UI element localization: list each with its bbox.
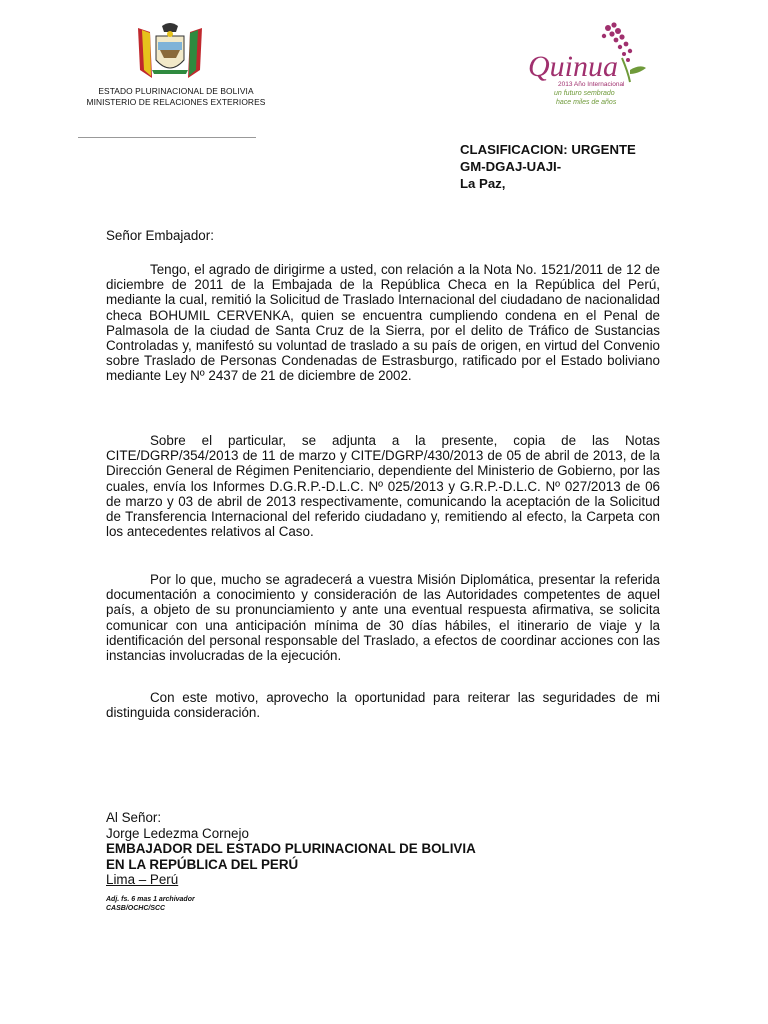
svg-text:2013 Año Internacional: 2013 Año Internacional — [558, 81, 625, 88]
paragraph-2-text: Sobre el particular, se adjunta a la presente, copia de las Notas CITE/DGRP/354/2013 de 11 de marzo y CITE/DGRP/430/2013 de 05 de abril de 2013, de la Dirección General de Régimen Penitenciario, dependiente del Ministerio de Gobierno, por las cuales, envía los Informes D.G.R.P.-D.L.C. Nº 025/2013 y G.R.P.-D.L.C. Nº 027/2013 de 06 de marzo y 03 de abril de 2013 respectivamente, comunicando la aceptación de la Solicitud de Transferencia Internacional del referido ciudadano y, remitiendo al efecto, la Carpeta con los antecedentes relativos al Caso. — [106, 433, 660, 540]
paragraph-3 — [106, 572, 660, 663]
addressee-name: Jorge Ledezma Cornejo — [106, 825, 249, 841]
ministry-line-1: ESTADO PLURINACIONAL DE BOLIVIA — [98, 86, 254, 96]
classification-label: CLASIFICACION: URGENTE — [460, 142, 636, 157]
attachments-note — [106, 895, 195, 913]
addressee-location: Lima – Perú — [106, 872, 179, 888]
place-date: La Paz, — [460, 176, 506, 191]
coat-of-arms-icon — [132, 20, 208, 84]
addressee-title-1: EMBAJADOR DEL ESTADO PLURINACIONAL DE BOLIVIA — [106, 841, 476, 857]
paragraph-4 — [106, 690, 660, 720]
ministry-header — [66, 86, 286, 108]
addressee-greeting: Al Señor: — [106, 810, 162, 825]
svg-text:Quinua: Quinua — [528, 50, 618, 83]
addressee-title-2: EN LA REPÚBLICA DEL PERÚ — [106, 856, 299, 872]
header-divider — [78, 137, 256, 138]
initials-line: CASB/OCHC/SCC — [106, 905, 166, 912]
svg-text:un futuro sembrado: un futuro sembrado — [554, 90, 615, 97]
paragraph-4-text: Con este motivo, aprovecho la oportunidad para reiterar las seguridades de mi distinguida consideración. — [106, 690, 660, 721]
paragraph-1-text: Tengo, el agrado de dirigirme a usted, con relación a la Nota No. 1521/2011 de 12 de diciembre de 2011 de la Embajada de la República Checa en la República del Perú, mediante la cual, remitió la Solicitud de Traslado Internacional del ciudadano de nacionalidad checa BOHUMIL CERVENKA, quien se encuentra cumpliendo condena en el Penal de Palmasola de la ciudad de Santa Cruz de la Sierra, por el delito de Tráfico de Sustancias Controladas y, manifestó su voluntad de traslado a su país de origen, en virtud del Convenio sobre Traslado de Personas Condenadas de Estrasburgo, ratificado por el Estado boliviano mediante Ley Nº 2437 de 21 de diciembre de 2002. — [106, 262, 660, 384]
classification-block — [460, 141, 636, 192]
paragraph-3-text: Por lo que, mucho se agradecerá a vuestra Misión Diplomática, presentar la referida documentación a conocimiento y consideración de las Autoridades competentes de aquel país, a objeto de su pronunciamiento y ante una eventual respuesta afirmativa, se solicita comunicar con una anticipación mínima de 30 días hábiles, el itinerario de viaje y la identificación del personal responsable del Traslado, a efectos de coordinar acciones con las instancias involucradas de la ejecución. — [106, 572, 660, 664]
attachment-line: Adj. fs. 6 mas 1 archivador — [106, 896, 195, 903]
salutation: Señor Embajador: — [106, 228, 214, 243]
reference-code: GM-DGAJ-UAJI- — [460, 159, 562, 174]
svg-text:hace miles de años: hace miles de años — [556, 99, 617, 106]
addressee-block — [106, 810, 476, 888]
ministry-line-2: MINISTERIO DE RELACIONES EXTERIORES — [86, 97, 266, 107]
paragraph-1 — [106, 262, 660, 384]
quinua-logo — [518, 20, 658, 112]
paragraph-2 — [106, 433, 660, 539]
